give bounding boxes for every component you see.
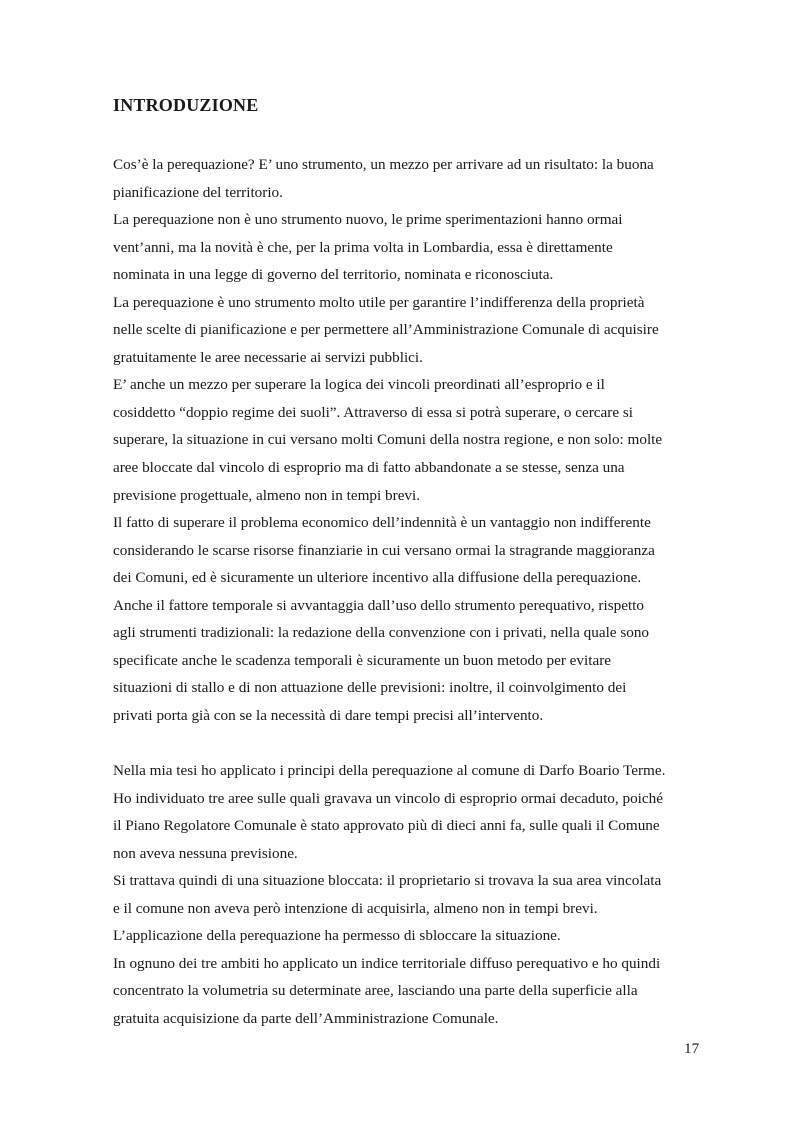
text-line: e il comune non aveva però intenzione di acquisirla, almeno non in tempi brevi. xyxy=(113,899,598,917)
text-line: aree bloccate dal vincolo di esproprio ma di fatto abbandonate a se stesse, senza una xyxy=(113,459,625,477)
paragraph xyxy=(113,950,713,1033)
text-line: Il fatto di superare il problema economico dell’indennità è un vantaggio non indifferente xyxy=(113,514,651,532)
text-line: non aveva nessuna previsione. xyxy=(113,844,298,862)
text-line: dei Comuni, ed è sicuramente un ulteriore incentivo alla diffusione della perequazione. xyxy=(113,569,642,587)
text-line: superare, la situazione in cui versano molti Comuni della nostra regione, e non solo: molte xyxy=(113,431,663,449)
text-line: La perequazione è uno strumento molto utile per garantire l’indifferenza della proprietà xyxy=(113,293,645,311)
paragraph xyxy=(113,151,713,206)
paragraph xyxy=(113,289,713,372)
text-line: In ognuno dei tre ambiti ho applicato un indice territoriale diffuso perequativo e ho quindi xyxy=(113,954,661,972)
text-line: previsione progettuale, almeno non in tempi brevi. xyxy=(113,486,421,504)
text-line: L’applicazione della perequazione ha permesso di sbloccare la situazione. xyxy=(113,927,561,945)
text-line: privati porta già con se la necessità di dare tempi precisi all’intervento. xyxy=(113,706,544,724)
section-heading: INTRODUZIONE xyxy=(113,95,259,115)
text-line: vent’anni, ma la novità è che, per la prima volta in Lombardia, essa è direttamente xyxy=(113,238,613,256)
text-line: Si trattava quindi di una situazione bloccata: il proprietario si trovava la sua area vincolata xyxy=(113,872,662,890)
text-line: il Piano Regolatore Comunale è stato approvato più di dieci anni fa, sulle quali il Comune xyxy=(113,817,660,835)
text-line: Anche il fattore temporale si avvantaggia dall’uso dello strumento perequativo, rispetto xyxy=(113,596,644,614)
paragraph-gap xyxy=(113,729,713,757)
text-line: Ho individuato tre aree sulle quali gravava un vincolo di esproprio ormai decaduto, poiché xyxy=(113,789,663,807)
paragraph xyxy=(113,922,713,950)
paragraph xyxy=(113,371,713,509)
text-line: specificate anche le scadenza temporali è sicuramente un buon metodo per evitare xyxy=(113,651,611,669)
paragraph xyxy=(113,206,713,289)
text-line: gratuita acquisizione da parte dell’Amministrazione Comunale. xyxy=(113,1009,499,1027)
text-line: agli strumenti tradizionali: la redazione della convenzione con i privati, nella quale sono xyxy=(113,624,650,642)
text-line: Cos’è la perequazione? E’ uno strumento, un mezzo per arrivare ad un risultato: la buona xyxy=(113,156,654,173)
page-number: 17 xyxy=(684,1040,700,1057)
paragraph xyxy=(113,592,713,730)
paragraph xyxy=(113,757,713,867)
text-line: situazioni di stallo e di non attuazione delle previsioni: inoltre, il coinvolgimento dei xyxy=(113,679,627,697)
text-line: pianificazione del territorio. xyxy=(113,183,283,201)
text-line: nominata in una legge di governo del territorio, nominata e riconosciuta. xyxy=(113,266,554,284)
paragraph xyxy=(113,509,713,592)
text-line: considerando le scarse risorse finanziarie in cui versano ormai la stragrande maggioranza xyxy=(113,541,655,559)
paragraph xyxy=(113,867,713,922)
body-text xyxy=(113,151,713,1033)
text-line: gratuitamente le aree necessarie ai servizi pubblici. xyxy=(113,348,423,366)
text-line: La perequazione non è uno strumento nuovo, le prime sperimentazioni hanno ormai xyxy=(113,211,623,229)
text-line: nelle scelte di pianificazione e per permettere all’Amministrazione Comunale di acquisire xyxy=(113,321,659,339)
text-line: cosiddetto “doppio regime dei suoli”. Attraverso di essa si potrà superare, o cercare si xyxy=(113,403,634,421)
text-line: E’ anche un mezzo per superare la logica dei vincoli preordinati all’esproprio e il xyxy=(113,376,605,394)
text-line: Nella mia tesi ho applicato i principi della perequazione al comune di Darfo Boario Terme. xyxy=(113,762,666,780)
text-line: concentrato la volumetria su determinate aree, lasciando una parte della superficie alla xyxy=(113,982,638,1000)
